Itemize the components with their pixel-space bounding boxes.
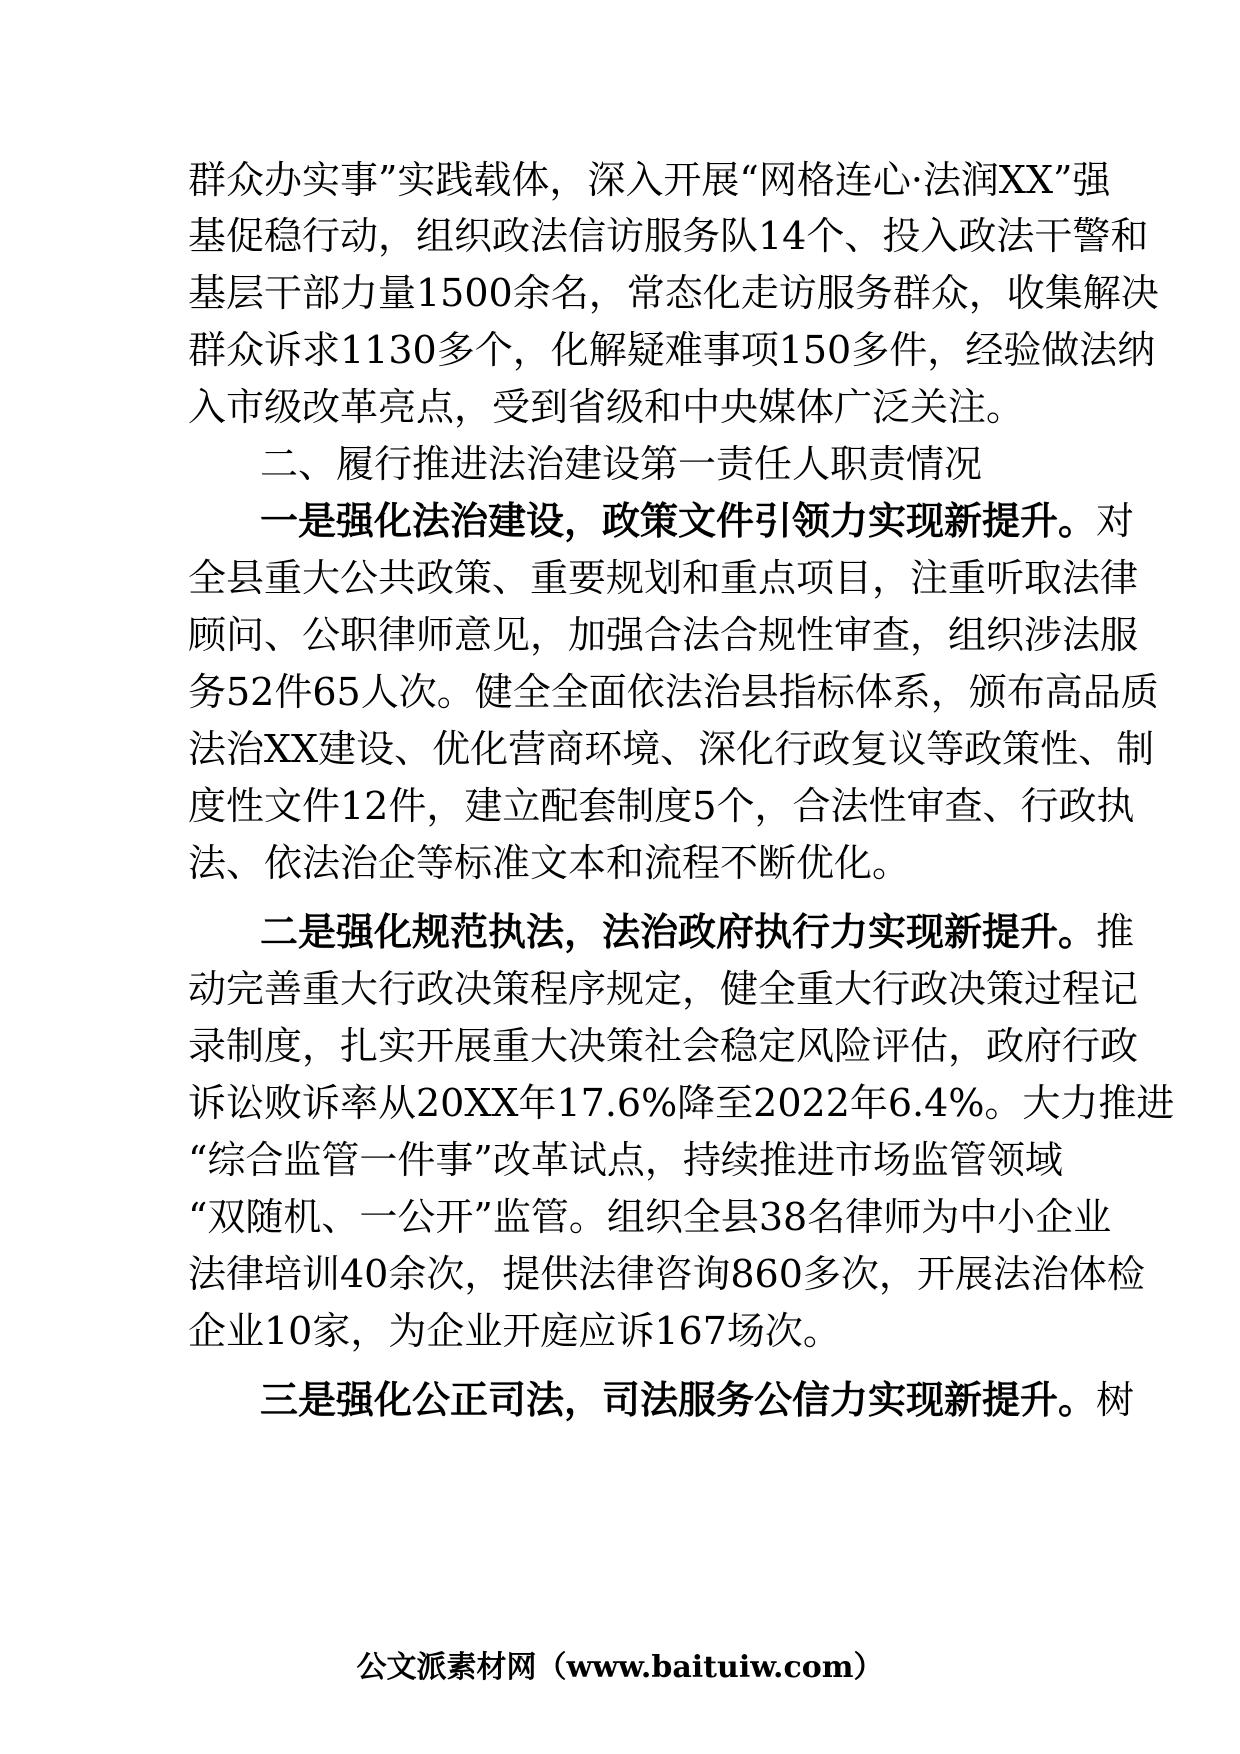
- body-line: 基促稳行动，组织政法信访服务队14个、投入政法干警和: [188, 214, 1149, 258]
- body-line: 入市级改革亮点，受到省级和中央媒体广泛关注。: [188, 385, 1025, 429]
- paragraph-lead-bold: 一是强化法治建设，政策文件引领力实现新提升。: [260, 499, 1097, 543]
- body-line: “双随机、一公开”监管。组织全县38名律师为中小企业: [188, 1195, 1112, 1239]
- body-line: 度性文件12件，建立配套制度5个，合法性审查、行政执: [188, 784, 1135, 828]
- body-line: 诉讼败诉率从20XX年17.6%降至2022年6.4%。大力推进: [188, 1081, 1175, 1125]
- body-line: 动完善重大行政决策程序规定，健全重大行政决策过程记: [188, 967, 1139, 1011]
- paragraph-lead-bold: 二是强化规范执法，法治政府执行力实现新提升。: [260, 910, 1097, 954]
- paragraph-lead-rest: 树: [1096, 1378, 1135, 1422]
- paragraph-lead-line: [260, 907, 1135, 957]
- body-line: 群众诉求1130多个，化解疑难事项150多件，经验做法纳: [188, 328, 1156, 372]
- body-line: 法、依法治企等标准文本和流程不断优化。: [188, 841, 911, 885]
- paragraph-lead-line: [260, 1375, 1135, 1425]
- paragraph-lead-rest: 推: [1096, 910, 1135, 954]
- body-line: “综合监管一件事”改革试点，持续推进市场监管领域: [188, 1138, 1063, 1182]
- body-line: 群众办实事”实践载体，深入开展“网格连心·法润XX”强: [188, 158, 1111, 202]
- paragraph-lead-rest: 对: [1096, 499, 1135, 543]
- paragraph-lead-bold: 三是强化公正司法，司法服务公信力实现新提升。: [260, 1378, 1097, 1422]
- body-line: 法律培训40余次，提供法律咨询860多次，开展法治体检: [188, 1252, 1145, 1296]
- body-line: 录制度，扎实开展重大决策社会稳定风险评估，政府行政: [188, 1024, 1139, 1068]
- body-line: 全县重大公共政策、重要规划和重点项目，注重听取法律: [188, 556, 1139, 600]
- section-heading: 二、履行推进法治建设第一责任人职责情况: [260, 442, 983, 486]
- body-line: 法治XX建设、优化营商环境、深化行政复议等政策性、制: [188, 727, 1155, 771]
- body-line: 顾问、公职律师意见，加强合法合规性审查，组织涉法服: [188, 613, 1139, 657]
- body-line: 企业10家，为企业开庭应诉167场次。: [188, 1309, 841, 1353]
- body-line: 务52件65人次。健全全面依法治县指标体系，颁布高品质: [188, 670, 1159, 714]
- paragraph-lead-line: [260, 496, 1135, 546]
- body-line: 基层干部力量1500余名，常态化走访服务群众，收集解决: [188, 271, 1159, 315]
- page-footer: 公文派素材网（www.baituiw.com）: [356, 1650, 884, 1685]
